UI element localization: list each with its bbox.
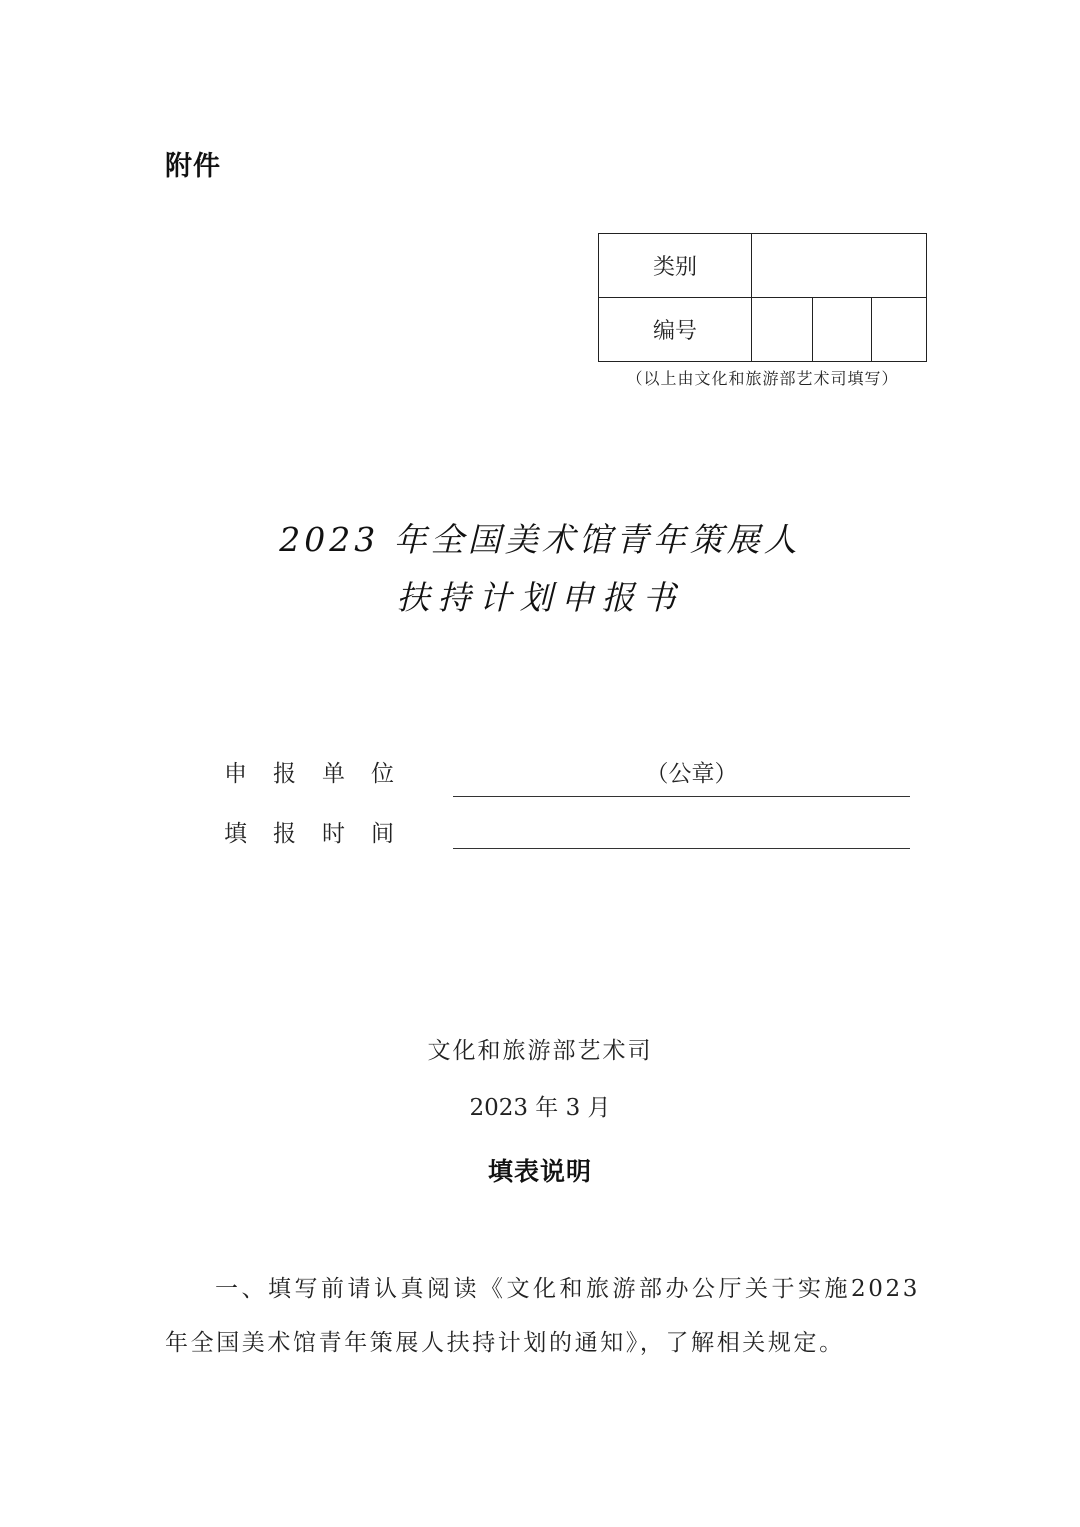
document-title-line-2: 扶持计划申报书 [396,578,684,617]
instructions-title: 填表说明 [487,1157,592,1186]
fill-date-label: 填报时间 [224,821,420,847]
category-row [599,234,926,298]
category-label: 类别 [599,234,752,297]
instruction-paragraph-1: 一、填写前请认真阅读《文化和旅游部办公厅关于实施2023 年全国美术馆青年策展人扶持计划的通知》，了解相关规定。 [165,1276,920,1356]
document-title-line-1: 2023 年全国美术馆青年策展人 [279,520,801,559]
number-row [599,297,926,361]
applicant-unit-label: 申报单位 [224,761,420,787]
applicant-unit-field[interactable] [453,796,910,797]
table-fill-note: （以上由文化和旅游部艺术司填写） [626,369,899,388]
category-number-table [598,233,927,362]
issuing-organization: 文化和旅游部艺术司 [427,1038,653,1064]
number-cell-2[interactable] [812,297,872,361]
fill-date-field[interactable] [453,848,910,849]
number-cell-1[interactable] [751,297,813,361]
issue-date: 2023 年 3 月 [469,1095,611,1121]
category-value-cell[interactable] [751,234,926,297]
official-seal-note: （公章） [645,761,738,787]
attachment-label: 附件 [165,151,221,182]
number-label: 编号 [599,297,752,361]
number-cell-3[interactable] [871,297,926,361]
